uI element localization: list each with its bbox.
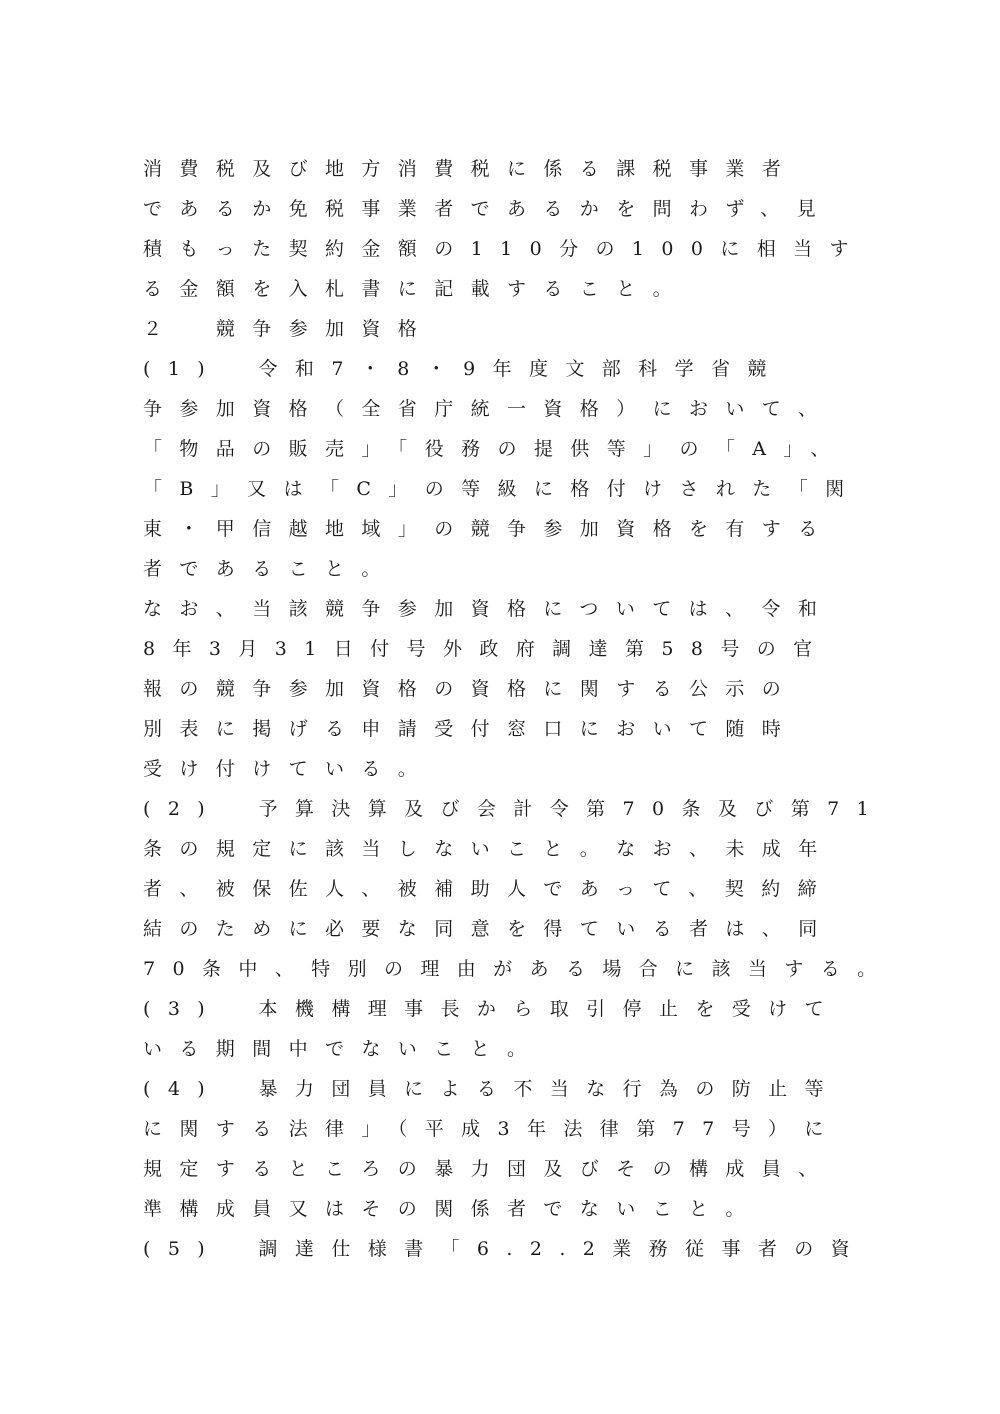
text-line: 70条中、特別の理由がある場合に該当する。	[143, 958, 894, 980]
text-line: なお、当該競争参加資格については、令和	[143, 598, 835, 620]
text-line: であるか免税事業者であるかを問わず、見	[143, 198, 834, 220]
text-line: (2) 予算決算及び会計令第70条及び第71	[143, 798, 887, 820]
text-line: 消費税及び地方消費税に係る課税事業者	[143, 158, 799, 180]
text-line: 積もった契約金額の110分の100に相当す	[143, 238, 866, 260]
text-line: (4) 暴力団員による不当な行為の防止等	[143, 1078, 841, 1100]
text-line: 8年3月31日付号外政府調達第58号の官	[143, 638, 830, 660]
text-line: 準構成員又はその関係者でないこと。	[143, 1198, 762, 1220]
text-line: 東・甲信越地域」の競争参加資格を有する	[143, 518, 835, 540]
text-line: 報の競争参加資格の資格に関する公示の	[143, 678, 799, 700]
text-line: 「物品の販売」「役務の提供等」の「A」、	[143, 438, 847, 460]
text-line: 結のために必要な同意を得ている者は、同	[143, 918, 835, 940]
text-line: 受け付けている。	[143, 758, 435, 780]
section-heading: ２ 競争参加資格	[143, 318, 435, 340]
text-line: 争参加資格（全省庁統一資格）において、	[143, 398, 835, 420]
text-line: 規定するところの暴力団及びその構成員、	[143, 1158, 835, 1180]
text-line: る金額を入札書に記載すること。	[143, 278, 690, 300]
text-line: (5) 調達仕様書「6.2.2業務従事者の資	[143, 1238, 868, 1260]
text-line: (1) 令和7・8・9年度文部科学省競	[143, 358, 784, 380]
text-line: 「B」又は「C」の等級に格付けされた「関	[143, 478, 862, 500]
text-line: 者であること。	[143, 558, 398, 580]
text-line: いる期間中でないこと。	[143, 1038, 544, 1060]
text-line: に関する法律」（平成3年法律第77号）に	[143, 1118, 841, 1140]
text-line: 別表に掲げる申請受付窓口において随時	[143, 718, 799, 740]
document-body	[143, 154, 894, 1274]
text-line: 条の規定に該当しないこと。なお、未成年	[143, 838, 835, 860]
text-line: (3) 本機構理事長から取引停止を受けて	[143, 998, 841, 1020]
text-line: 者、被保佐人、被補助人であって、契約締	[143, 878, 835, 900]
